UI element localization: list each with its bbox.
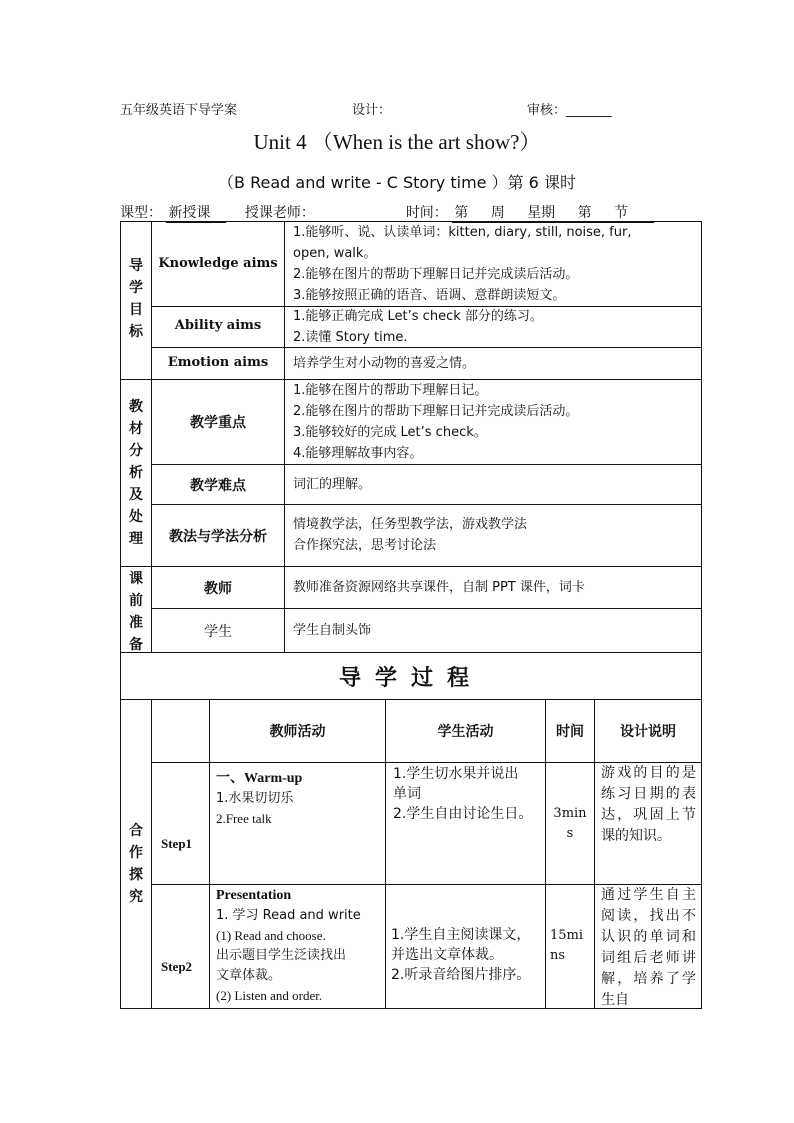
step1-student xyxy=(393,764,543,824)
step1-teacher-head: 一、Warm-up xyxy=(216,771,303,786)
key-line: 3.能够较好的完成 Let’s check。 xyxy=(293,425,487,440)
step2-teacher-line: 出示题目学生泛读找出 xyxy=(216,948,347,963)
step2-label-cell xyxy=(151,884,210,1009)
step2-time-line: ns xyxy=(550,948,566,963)
prep-student-label: 学生 xyxy=(204,624,232,640)
process-title: 导学过程 xyxy=(338,666,483,691)
ability-content xyxy=(293,306,695,348)
step1-time-line: 3min xyxy=(553,806,587,821)
review-label-text: 审核： xyxy=(527,103,567,118)
col-student-activity: 学生活动 xyxy=(437,724,494,740)
knowledge-line: 3.能够按照正确的语音、语调、意群朗读短文。 xyxy=(293,288,566,303)
step1-student-line: 2.学生自由讨论生日。 xyxy=(393,806,533,822)
vertical-char: 学 xyxy=(129,280,143,296)
knowledge-label: Knowledge aims xyxy=(158,256,278,271)
prep-student-content: 学生自制头饰 xyxy=(293,623,372,638)
knowledge-line: 2.能够在图片的帮助下理解日记并完成读后活动。 xyxy=(293,267,579,282)
header-step-cell xyxy=(151,699,210,763)
doc-header-left: 五年级英语下导学案 xyxy=(120,103,238,118)
vertical-char: 前 xyxy=(129,593,143,609)
vertical-char: 及 xyxy=(129,487,143,503)
vertical-char: 处 xyxy=(129,509,143,525)
time-value: 第 周 星期 第 节 xyxy=(452,202,654,223)
step2-teacher-head: Presentation xyxy=(216,888,292,903)
key-line: 4.能够理解故事内容。 xyxy=(293,446,423,461)
vertical-char: 析 xyxy=(129,465,143,481)
teacher-blank xyxy=(319,205,389,222)
step2-student-line: 并选出文章体裁。 xyxy=(391,947,503,963)
step2-student-line: 2.听录音给图片排序。 xyxy=(391,967,531,983)
step2-student xyxy=(391,925,543,985)
vertical-char: 合 xyxy=(129,823,143,839)
type-value: 新授课 xyxy=(166,202,226,223)
page-subtitle: （B Read and write - C Story time ）第 6 课时 xyxy=(218,173,576,192)
type-label: 课型： xyxy=(120,205,162,221)
vertical-char: 导 xyxy=(129,258,143,274)
vertical-char: 作 xyxy=(129,845,143,861)
col-design: 设计说明 xyxy=(620,724,676,740)
knowledge-content xyxy=(293,222,695,306)
vertical-char: 标 xyxy=(129,324,143,340)
vertical-char: 分 xyxy=(129,443,143,459)
key-line: 1.能够在图片的帮助下理解日记。 xyxy=(293,383,488,398)
method-line: 情境教学法，任务型教学法，游戏教学法 xyxy=(293,517,528,532)
difficult-label: 教学难点 xyxy=(190,478,246,494)
knowledge-line: 1.能够听、说、认读单词：kitten, diary, still, noise, fur, xyxy=(293,225,632,240)
prep-group-label xyxy=(126,568,146,656)
step2-teacher xyxy=(216,886,382,1006)
step2-teacher-line: (2) Listen and order. xyxy=(216,988,323,1003)
emotion-label: Emotion aims xyxy=(167,355,269,370)
vertical-char: 究 xyxy=(129,889,143,905)
design-label: 设计： xyxy=(352,103,392,118)
vertical-char: 理 xyxy=(129,531,143,547)
step2-design: 通过学生自主阅读，找出不认识的单词和词组后老师讲解，培养了学生自 xyxy=(601,887,696,1008)
col-teacher-activity: 教师活动 xyxy=(269,724,326,740)
step1-teacher-line: 2.Free talk xyxy=(216,811,272,826)
prep-teacher-content: 教师准备资源网络共享课件，自制 PPT 课件，词卡 xyxy=(293,580,585,595)
vertical-char: 探 xyxy=(129,867,143,883)
difficult-content: 词汇的理解。 xyxy=(293,477,372,492)
ability-line: 2.读懂 Story time. xyxy=(293,330,408,345)
review-label xyxy=(527,99,612,118)
analysis-group-label xyxy=(126,396,146,550)
vertical-char: 课 xyxy=(129,571,143,587)
step2-teacher-line: (1) Read and choose. xyxy=(216,928,326,943)
step2-teacher-line: 文章体裁。 xyxy=(216,968,282,983)
key-line: 2.能够在图片的帮助下理解日记并完成读后活动。 xyxy=(293,404,579,419)
lesson-meta xyxy=(120,202,654,223)
step1-teacher xyxy=(216,769,382,829)
aims-group-label xyxy=(126,255,146,343)
step1-student-line: 单词 xyxy=(393,786,421,802)
review-blank: _______ xyxy=(566,103,612,118)
prep-teacher-label: 教师 xyxy=(204,581,232,597)
col-time: 时间 xyxy=(556,724,584,740)
vertical-char: 目 xyxy=(129,302,143,318)
vertical-char: 材 xyxy=(129,421,143,437)
step2-time-line: 15mi xyxy=(550,928,584,943)
vertical-char: 准 xyxy=(129,615,143,631)
emotion-content: 培养学生对小动物的喜爱之情。 xyxy=(293,356,476,371)
knowledge-line: open, walk。 xyxy=(293,246,377,261)
time-label: 时间： xyxy=(405,205,448,221)
step1-teacher-line: 1.水果切切乐 xyxy=(216,791,294,806)
step1-design: 游戏的目的是练习日期的表达，巩固上节课的知识。 xyxy=(601,765,696,844)
process-group-label xyxy=(126,820,146,908)
ability-line: 1.能够正确完成 Let’s check 部分的练习。 xyxy=(293,309,543,324)
method-line: 合作探究法，思考讨论法 xyxy=(293,538,437,553)
key-label: 教学重点 xyxy=(190,415,246,431)
step2-time xyxy=(550,926,594,966)
ability-label: Ability aims xyxy=(174,318,262,333)
method-label: 教法与学法分析 xyxy=(169,529,267,545)
page-title: Unit 4 （When is the art show?） xyxy=(253,130,541,154)
step1-student-line: 1.学生切水果并说出 xyxy=(393,766,519,782)
vertical-char: 备 xyxy=(129,637,143,653)
step2-student-line: 1.学生自主阅读课文， xyxy=(391,927,531,943)
key-content xyxy=(293,380,695,464)
step1-time-line: s xyxy=(566,826,574,841)
vertical-char: 教 xyxy=(129,399,143,415)
step1-time xyxy=(548,804,592,844)
step1-label: Step1 xyxy=(161,836,193,851)
step1-label-cell xyxy=(151,762,210,885)
step2-teacher-line: 1. 学习 Read and write xyxy=(216,908,361,923)
teacher-label: 授课老师： xyxy=(244,205,315,221)
step2-label: Step2 xyxy=(161,959,193,974)
method-content xyxy=(293,514,695,556)
